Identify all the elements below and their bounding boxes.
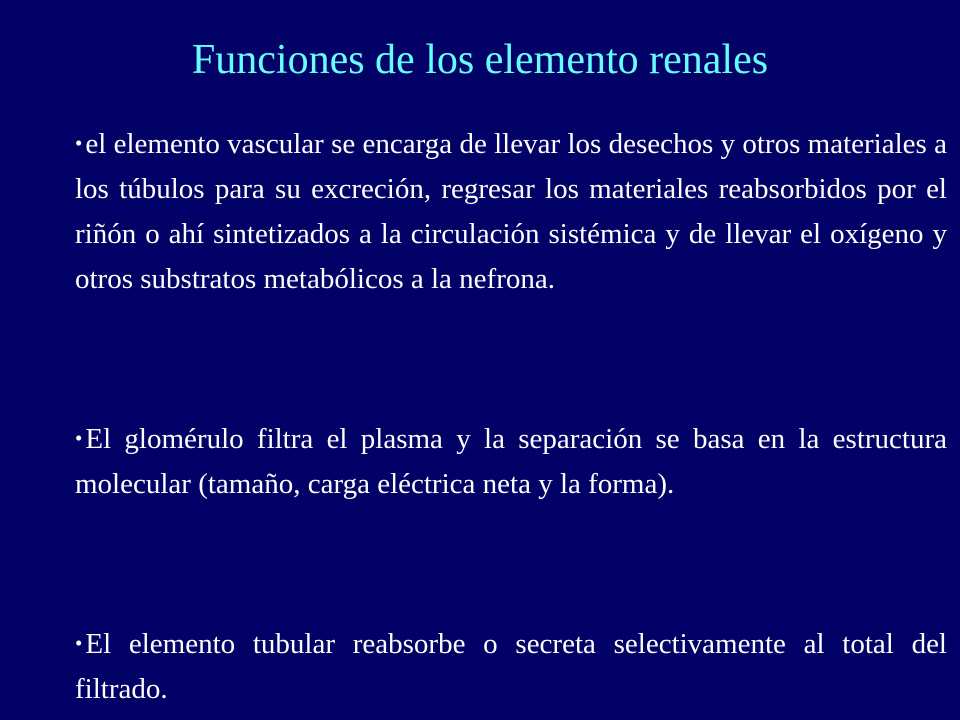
- bullet-glomerulus: [75, 416, 947, 507]
- bullet-vascular-element: [75, 121, 947, 302]
- bullet-icon: •: [75, 426, 83, 450]
- bullet-text: El elemento tubular reabsorbe o secreta selectivamente al total del filtrado.: [75, 628, 947, 705]
- bullet-icon: •: [75, 131, 83, 155]
- bullet-text: el elemento vascular se encarga de llevar los desechos y otros materiales a los túbulos para su excreción, regresar los materiales reabsorbidos por el riñón o ahí sintetizados a la circulación sistémica y de llevar el oxígeno y otros substratos metabólicos a la nefrona.: [75, 128, 947, 295]
- slide-title: Funciones de los elemento renales: [191, 37, 769, 83]
- bullet-tubular-element: [75, 621, 947, 712]
- bullet-icon: •: [75, 631, 83, 655]
- bullet-text: El glomérulo filtra el plasma y la separación se basa en la estructura molecular (tamaño, carga eléctrica neta y la forma).: [75, 423, 947, 500]
